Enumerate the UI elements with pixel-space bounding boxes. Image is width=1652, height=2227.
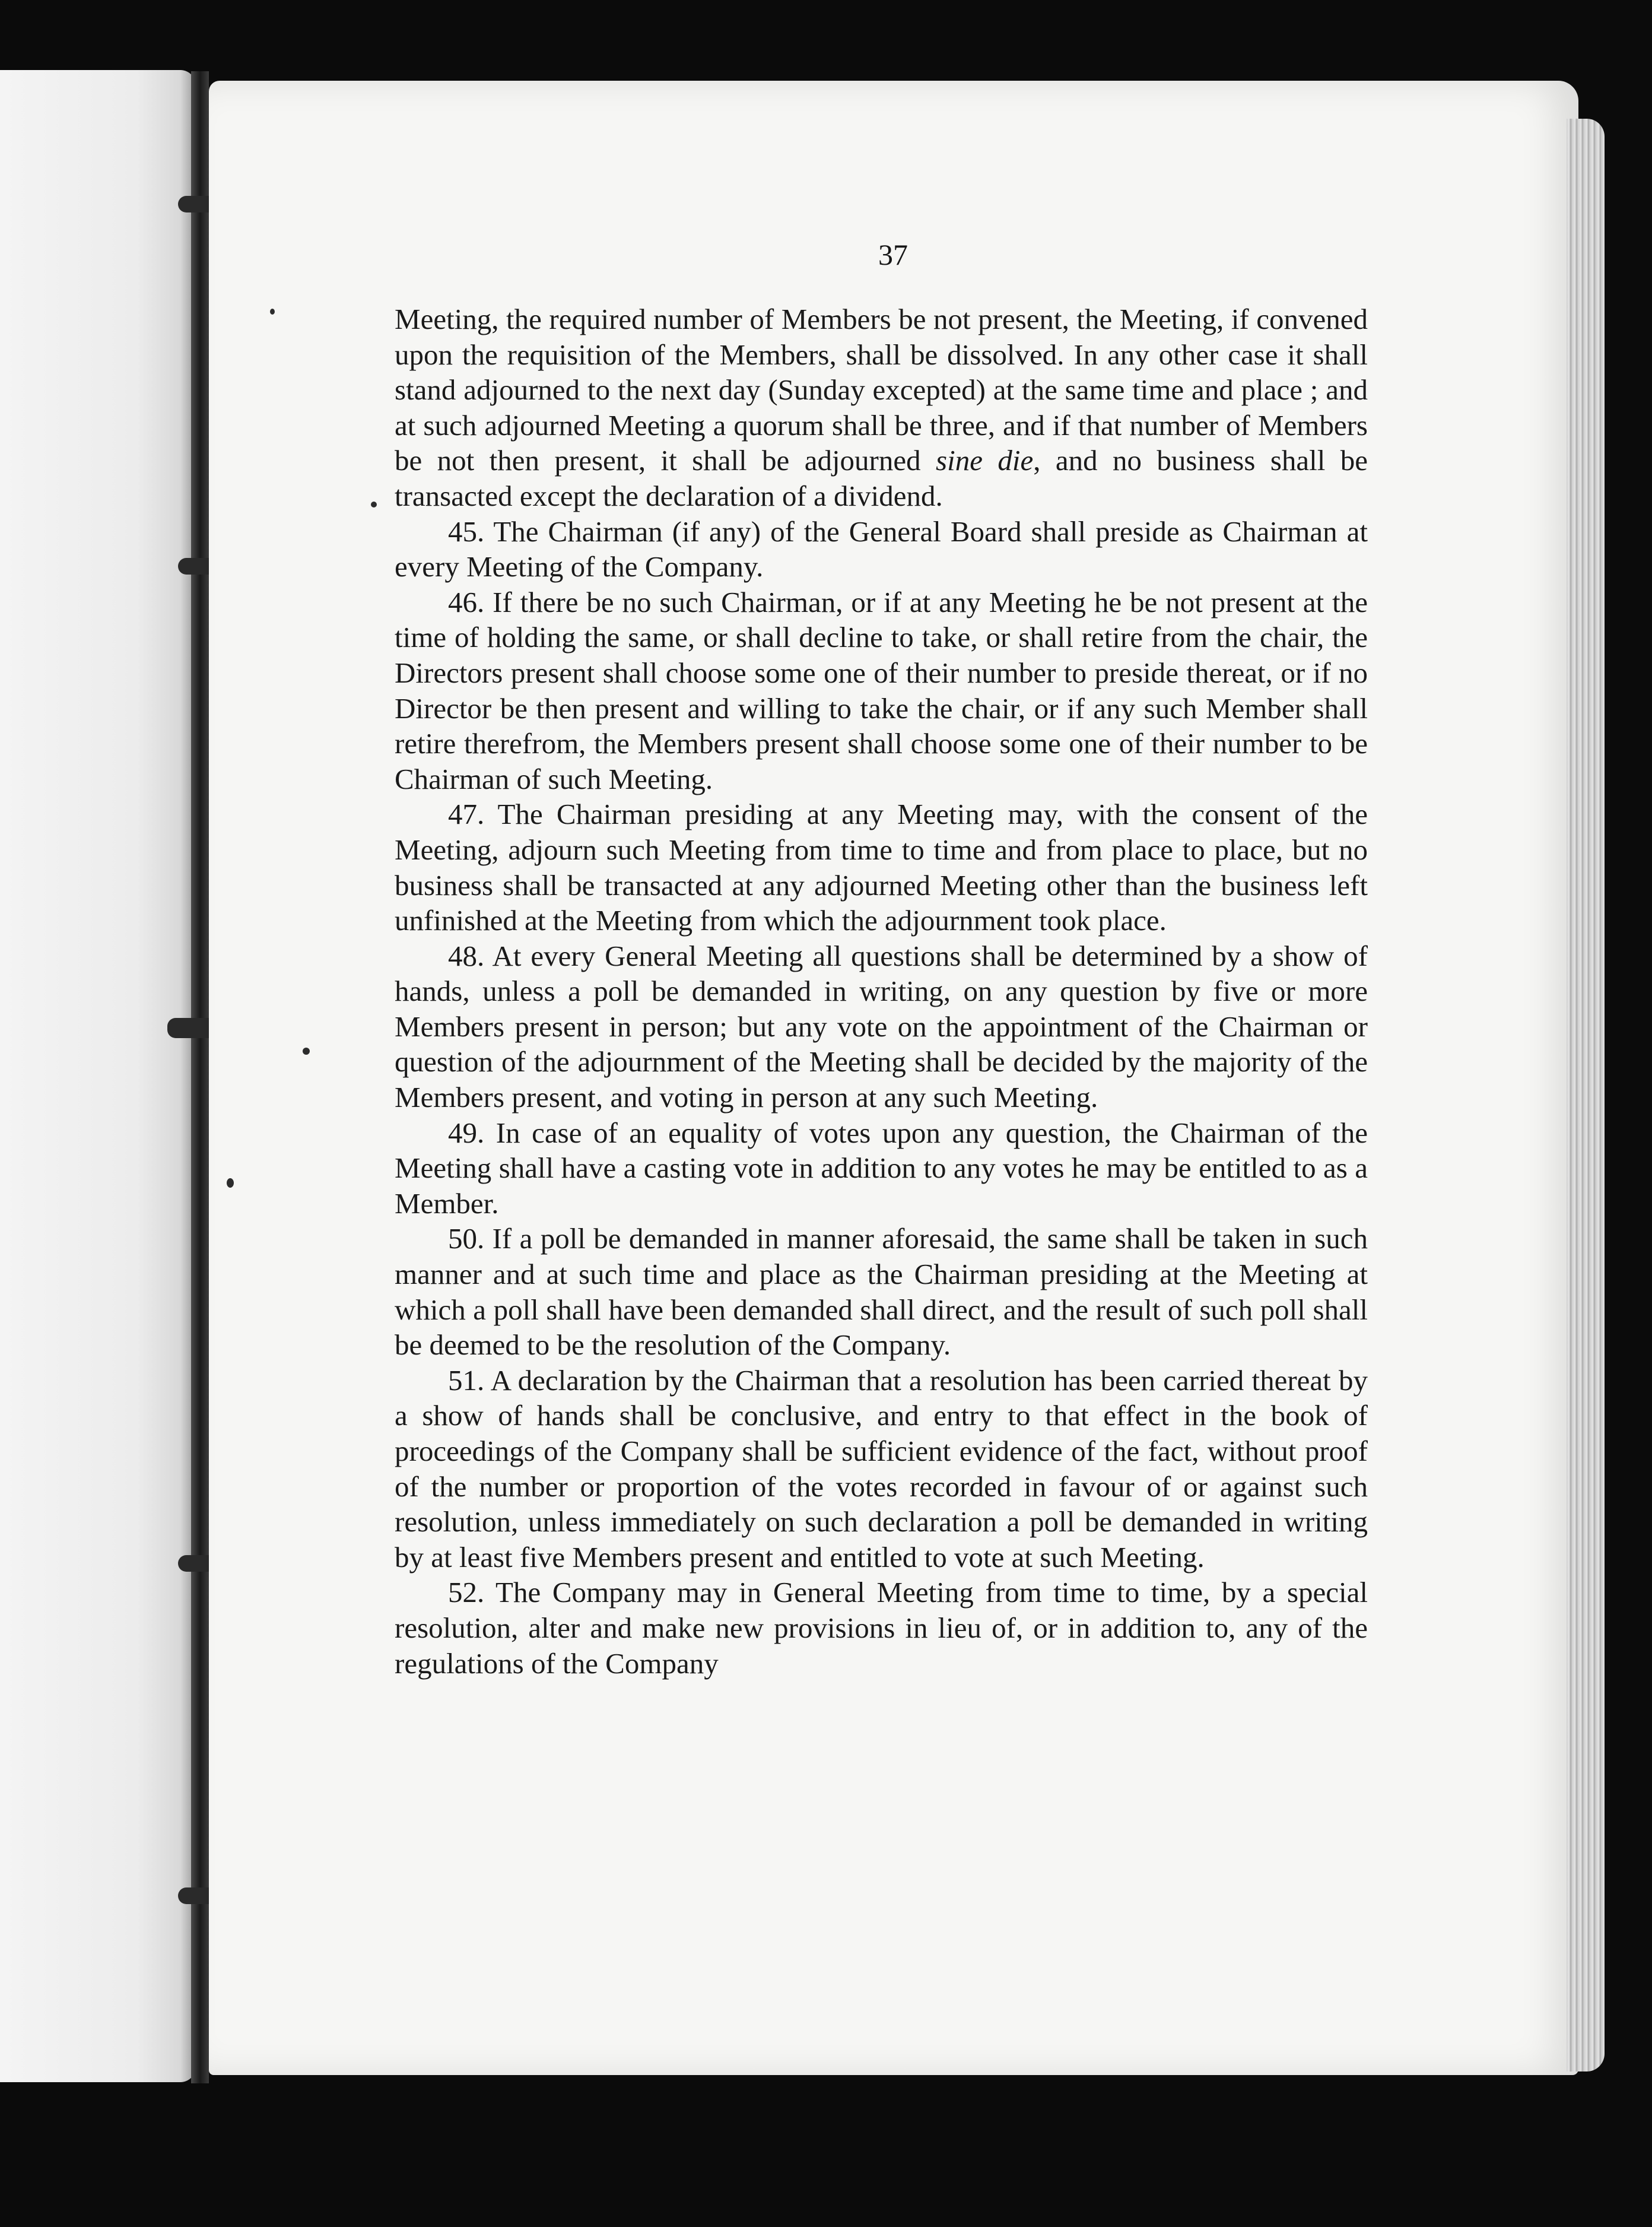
- paragraph-text: If a poll be demanded in manner aforesaid, the same shall be taken in such manner and at such time and place as the Chairman presiding at the Meeting at which a poll shall have been demanded shall direct, and the result of such poll shall be deemed to be the resolution of the Company.: [395, 1222, 1368, 1362]
- paragraph-text: A declaration by the Chairman that a resolution has been carried thereat by a show of hands shall be conclusive, and entry to that effect in the book of proceedings of the Company shall be sufficient evidence of the fact, without proof of the number or proportion of the votes recorded in favour of or against such resolution, unless immediately on such declaration a poll be demanded in writing by at least five Members present and entitled to vote at such Meeting.: [395, 1363, 1368, 1574]
- paragraph-47: [395, 797, 1368, 938]
- paragraph-text: In case of an equality of votes upon any question, the Chairman of the Meeting shall have a casting vote in addition to any votes he may be entitled to as a Member.: [395, 1116, 1368, 1220]
- paragraph-number: 52.: [448, 1576, 485, 1609]
- paragraph-number: 45.: [448, 515, 485, 548]
- paragraph-text: The Chairman (if any) of the General Board shall preside as Chairman at every Meeting of the Company.: [395, 515, 1368, 583]
- ink-speck: [270, 309, 275, 315]
- latin-phrase: sine die: [936, 444, 1034, 477]
- paragraph-text: If there be no such Chairman, or if at any Meeting he be not present at the time of holding the same, or shall decline to take, or shall retire from the chair, the Directors present shall choose some one of their number to preside thereat, or if no Director be then present and willing to take the chair, or if any such Member shall retire therefrom, the Members present shall choose some one of their number to be Chairman of such Meeting.: [395, 585, 1368, 795]
- paragraph-number: 51.: [448, 1363, 485, 1397]
- page-number: 37: [878, 238, 908, 271]
- paragraph-number: 49.: [448, 1116, 485, 1149]
- paragraph-text: The Company may in General Meeting from time to time, by a special resolution, alter and make new provisions in lieu of, or in addition to, any of the regulations of the Company: [395, 1576, 1368, 1680]
- page-body: [395, 302, 1368, 1681]
- ink-speck: [227, 1178, 234, 1188]
- paragraph-51: [395, 1363, 1368, 1575]
- page-edge: [1567, 119, 1605, 2071]
- continuation-paragraph: Meeting, the required number of Members be not present, the Meeting, if convened upon the requisition of the Members, shall be dissolved. In any other case it shall stand adjourned to the next day (Sunday excepted) at the same time and place ; and at such adjourned Meeting a quorum shall be three, and if that number of Members be not then present, it shall be adjourned sine die, and no business shall be transacted except the declaration of a dividend.: [395, 303, 1368, 512]
- left-page: [0, 70, 196, 2082]
- paragraph-48: [395, 938, 1368, 1115]
- paragraph-49: [395, 1115, 1368, 1222]
- book-spine: [191, 71, 209, 2083]
- paragraph-50: [395, 1221, 1368, 1362]
- paragraph-46: [395, 585, 1368, 797]
- paragraph-number: 46.: [448, 585, 485, 618]
- paragraph-52: [395, 1575, 1368, 1681]
- paragraph-number: 48.: [448, 939, 485, 972]
- paragraph-number: 47.: [448, 798, 485, 831]
- paragraph-number: 50.: [448, 1222, 485, 1255]
- ink-speck: [303, 1048, 310, 1055]
- ink-speck: [371, 502, 377, 507]
- paragraph-45: [395, 514, 1368, 585]
- paragraph-text: At every General Meeting all questions shall be determined by a show of hands, unless a poll be demanded in writing, on any question by five or more Members present in person; but any vote on the appointment of the Chairman or question of the adjournment of the Meeting shall be decided by the majority of the Members present, and voting in person at any such Meeting.: [395, 939, 1368, 1114]
- paragraph-text: The Chairman presiding at any Meeting may, with the consent of the Meeting, adjourn such Meeting from time to time and from place to place, but no business shall be transacted at any adjourned Meeting other than the business left unfinished at the Meeting from which the adjournment took place.: [395, 798, 1368, 937]
